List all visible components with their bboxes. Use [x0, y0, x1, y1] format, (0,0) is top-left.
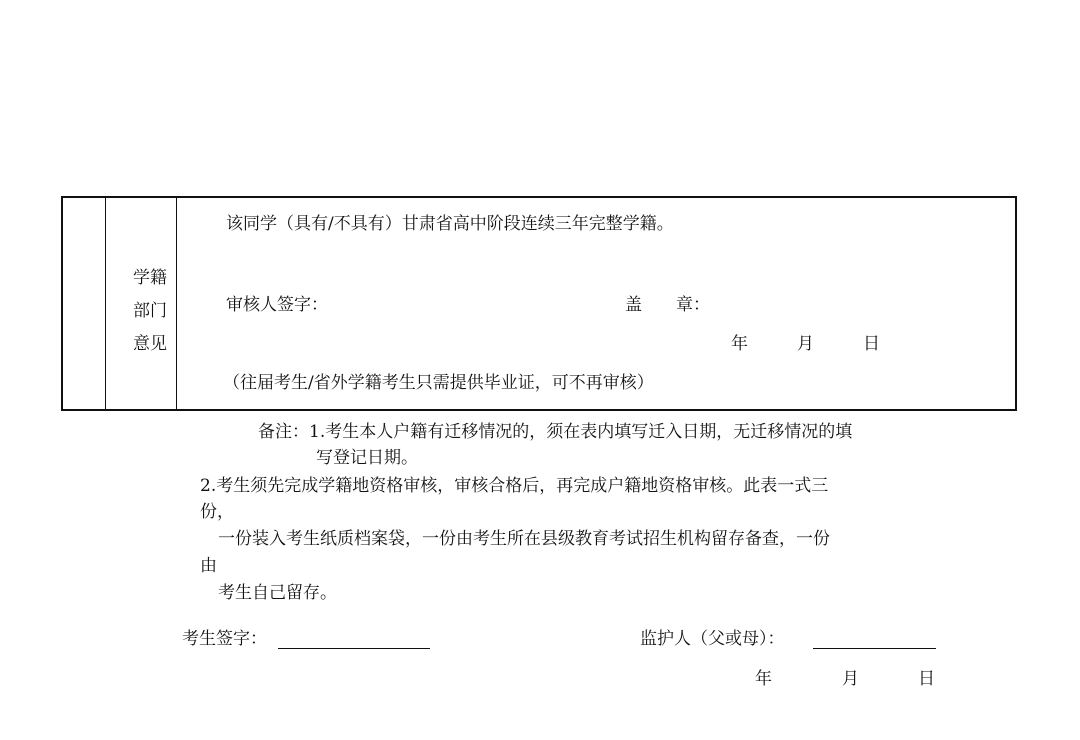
remark-line-2: 写登记日期。 — [316, 448, 418, 468]
review-date-day: 日 — [863, 334, 880, 354]
enrollment-statement: 该同学（具有/不具有）甘肃省高中阶段连续三年完整学籍。 — [226, 214, 674, 234]
footer-date-month: 月 — [842, 669, 859, 689]
student-signature-label: 考生签字： — [182, 629, 267, 649]
remark-line-5: 一份装入考生纸质档案袋，一份由考生所在县级教育考试招生机构留存备查，一份 — [218, 529, 830, 549]
section-label — [123, 262, 177, 361]
reviewer-signature-label: 审核人签字： — [226, 295, 328, 315]
section-label-line-3: 意见 — [133, 334, 167, 354]
remark-line-6: 由 — [200, 556, 217, 576]
remark-line-1: 备注：1.考生本人户籍有迁移情况的，须在表内填写迁入日期，无迁移情况的填 — [258, 422, 853, 442]
remark-line-4: 份， — [200, 502, 234, 522]
seal-label: 盖 章： — [625, 295, 710, 315]
review-note: （往届考生/省外学籍考生只需提供毕业证，可不再审核） — [223, 373, 654, 393]
guardian-signature-label: 监护人（父或母）： — [640, 629, 785, 649]
footer-date-day: 日 — [918, 669, 935, 689]
footer-date-year: 年 — [755, 669, 772, 689]
table-column-divider-1 — [105, 198, 106, 409]
remark-line-7: 考生自己留存。 — [218, 583, 337, 603]
guardian-signature-line[interactable] — [813, 648, 936, 649]
student-signature-line[interactable] — [278, 648, 430, 649]
section-label-line-2: 部门 — [133, 301, 167, 321]
review-table — [61, 196, 1017, 411]
review-date-year: 年 — [731, 334, 748, 354]
section-label-line-1: 学籍 — [133, 268, 167, 288]
review-date-month: 月 — [797, 334, 814, 354]
remark-line-3: 2.考生须先完成学籍地资格审核，审核合格后，再完成户籍地资格审核。此表一式三 — [200, 476, 829, 496]
